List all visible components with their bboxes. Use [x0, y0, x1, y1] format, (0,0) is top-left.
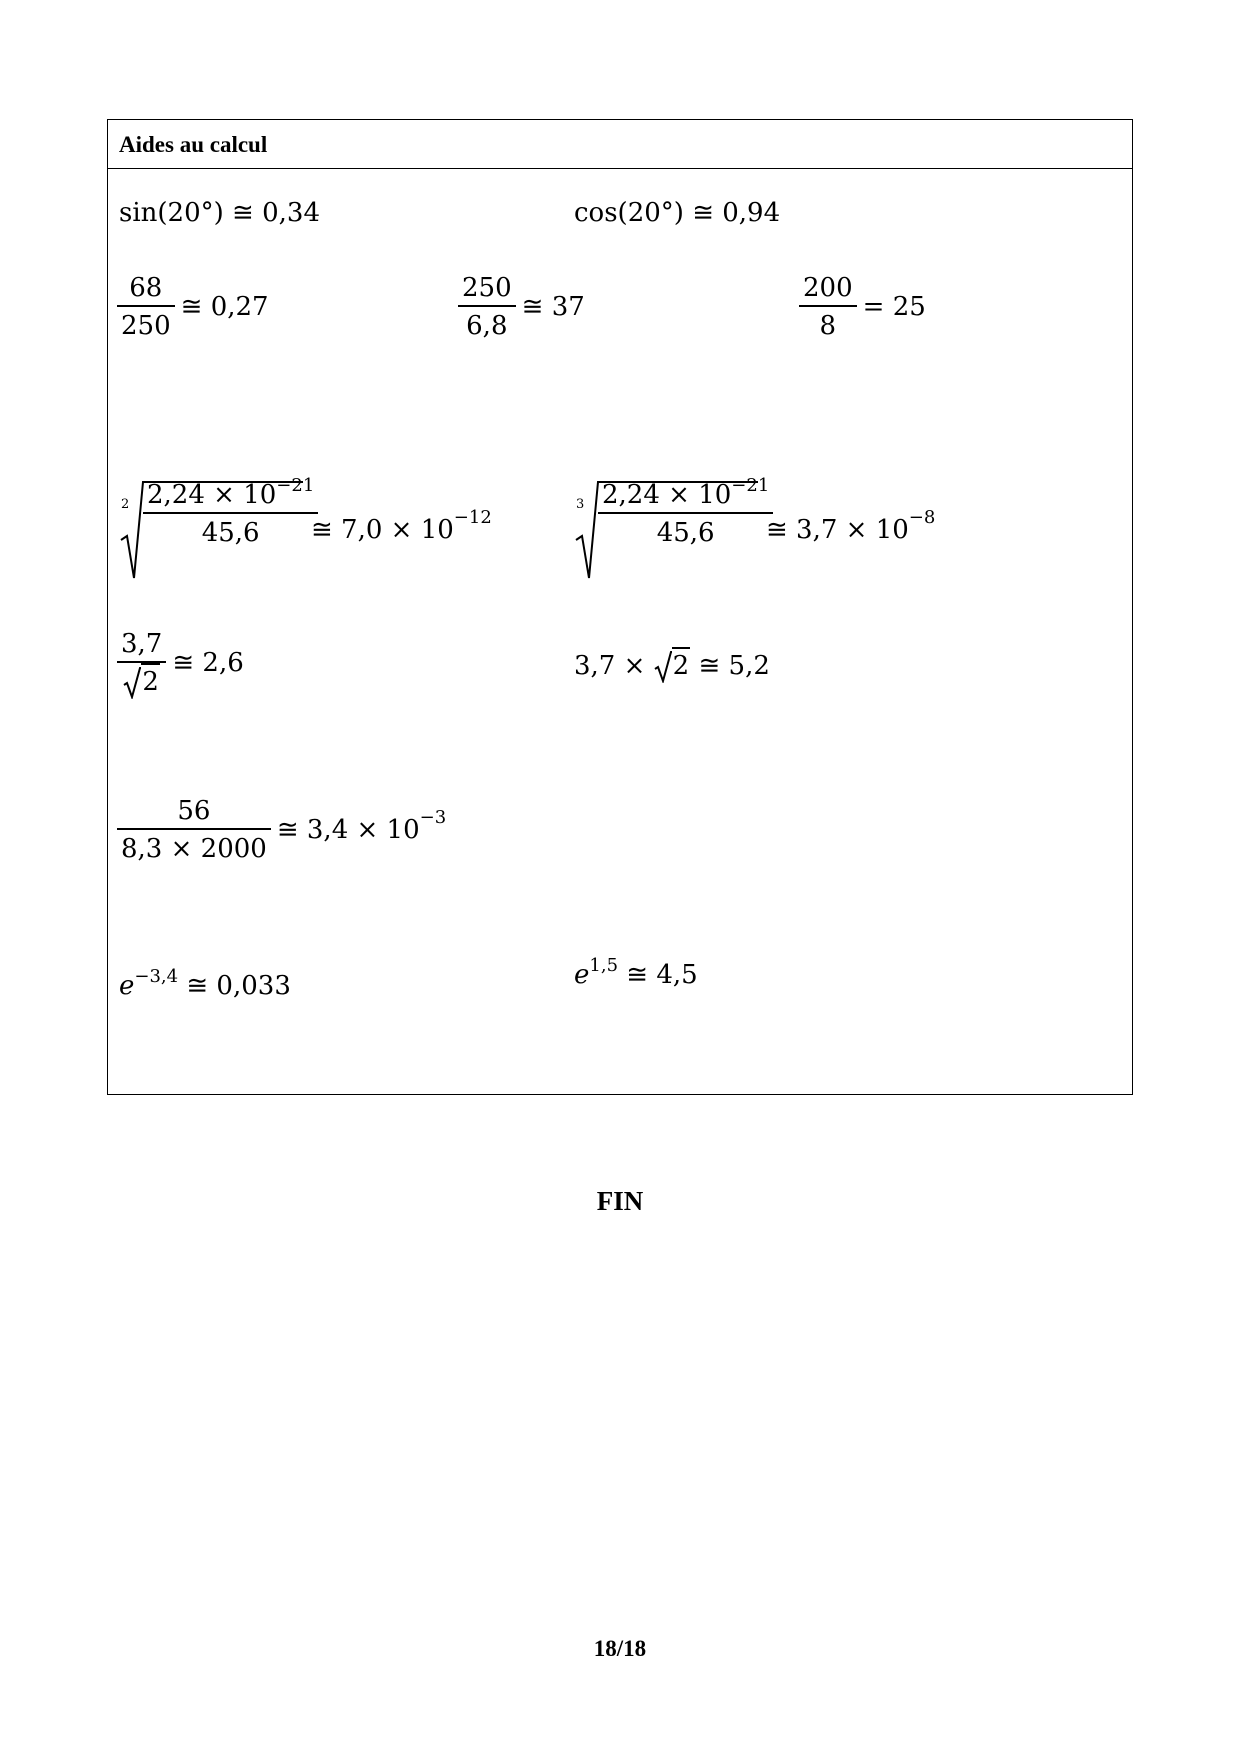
frac4-result: ≅ 3,4 × 10 — [276, 815, 420, 845]
root2-numerator: 2,24 × 10 — [147, 480, 277, 510]
exp2-exponent: 1,5 — [589, 955, 619, 976]
radical-sign-icon — [123, 665, 141, 699]
cube-root-radical — [574, 475, 770, 582]
frac2-denominator: 6,8 — [458, 305, 516, 339]
formula-exp-neg — [119, 966, 291, 1001]
exp1-result: ≅ 0,033 — [186, 971, 291, 1001]
sqrt2-factor — [654, 653, 691, 679]
formula-mult-sqrt — [574, 653, 770, 679]
frac1-numerator: 68 — [129, 273, 163, 303]
root3-result-exponent: −8 — [908, 507, 936, 528]
calculation-aids-box — [107, 119, 1133, 1095]
root3-result: ≅ 3,7 × 10 — [766, 515, 909, 545]
mult-sqrt-result: ≅ 5,2 — [690, 651, 770, 681]
radical-sign-icon — [654, 649, 672, 683]
frac4-numerator: 56 — [177, 796, 211, 826]
formula-frac-200-8 — [801, 275, 926, 339]
formula-cos: cos(20°) ≅ 0,94 — [574, 198, 781, 228]
frac3-result: = 25 — [862, 292, 926, 322]
formula-sin: sin(20°) ≅ 0,34 — [119, 198, 320, 228]
root3-numerator-exponent: −21 — [731, 475, 770, 496]
frac1-denominator: 250 — [117, 305, 175, 339]
frac3-numerator: 200 — [803, 273, 853, 303]
formula-square-root — [119, 475, 492, 582]
frac2-result: ≅ 37 — [521, 292, 585, 322]
frac1-result: ≅ 0,27 — [180, 292, 269, 322]
mult-sqrt-radicand: 2 — [672, 647, 691, 681]
root2-denominator: 45,6 — [143, 512, 318, 546]
frac4-denominator: 8,3 × 2000 — [117, 828, 271, 862]
frac-sqrt-numerator: 3,7 — [121, 629, 163, 659]
root2-numerator-exponent: −21 — [276, 475, 315, 496]
formula-frac-250-68 — [460, 275, 585, 339]
exp2-result: ≅ 4,5 — [626, 960, 698, 990]
formula-frac-68-250 — [119, 275, 269, 339]
box-header — [108, 120, 1132, 169]
root3-denominator: 45,6 — [598, 512, 773, 546]
root3-numerator: 2,24 × 10 — [602, 480, 732, 510]
frac3-denominator: 8 — [799, 305, 857, 339]
formula-cube-root — [574, 475, 936, 582]
root2-result: ≅ 7,0 × 10 — [311, 515, 454, 545]
box-title: Aides au calcul — [119, 132, 268, 157]
page-number: 18/18 — [593, 1636, 647, 1661]
root2-result-exponent: −12 — [453, 507, 492, 528]
formula-frac-sqrt — [119, 631, 244, 695]
root-index: 2 — [121, 497, 130, 512]
exp1-base: e — [119, 971, 135, 1001]
mult-sqrt-lhs: 3,7 × — [574, 651, 654, 681]
frac4-result-exponent: −3 — [419, 807, 447, 828]
frac2-numerator: 250 — [462, 273, 512, 303]
formula-frac-56 — [119, 798, 446, 862]
square-root-radical — [119, 475, 315, 582]
end-marker: FIN — [596, 1186, 644, 1216]
root-index: 3 — [576, 497, 585, 512]
exp1-exponent: −3,4 — [134, 966, 179, 987]
formula-exp-pos — [574, 955, 698, 990]
sqrt2-radicand: 2 — [141, 663, 160, 697]
exp2-base: e — [574, 960, 590, 990]
sqrt2-denominator — [123, 669, 160, 695]
frac-sqrt-result: ≅ 2,6 — [172, 648, 244, 678]
